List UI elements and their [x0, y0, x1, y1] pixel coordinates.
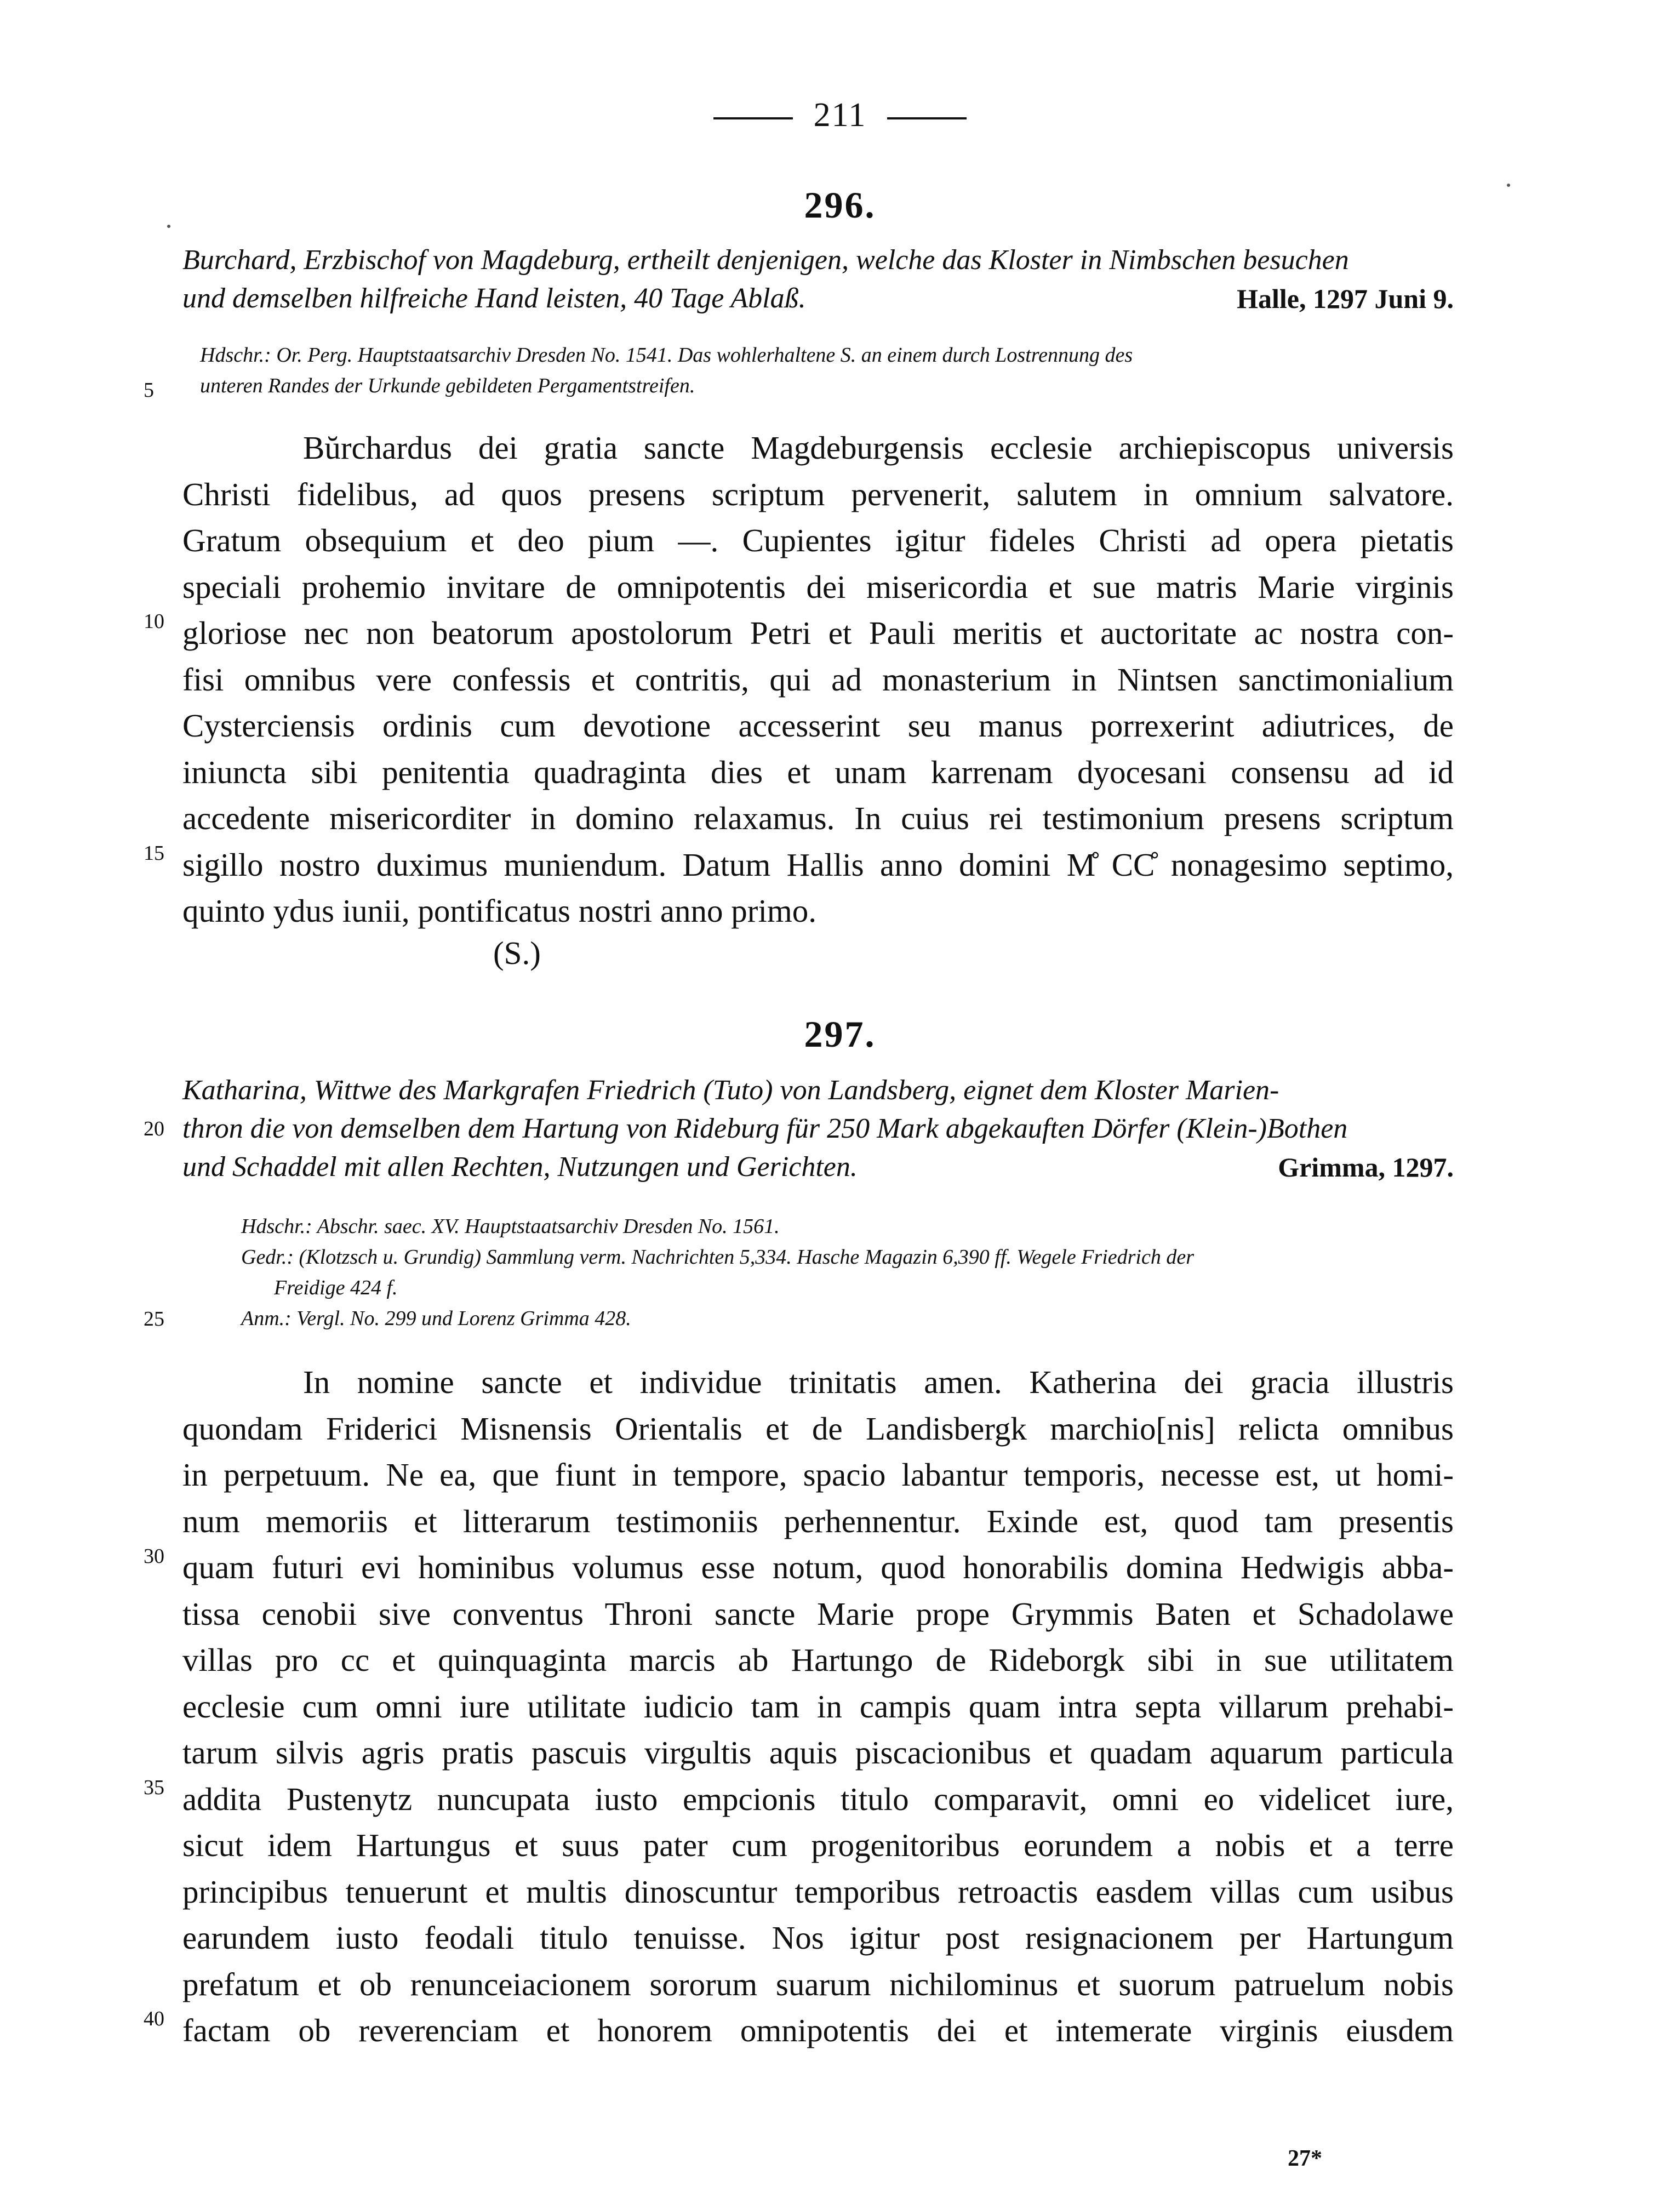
notes-297: [241, 1211, 1523, 1334]
note-line: Hdschr.: Or. Perg. Hauptstaatsarchiv Dresden No. 1541. Das wohlerhaltene S. an einem durch Lostrennung des: [200, 344, 1133, 367]
text-line: Bŭrchardus dei gratia sancte Magdeburgensis ecclesie archiepiscopus universis: [303, 430, 1454, 466]
text-line: sigillo nostro duximus muniendum. Datum Hallis anno domini M̊ CC̊ nonagesimo septimo,: [182, 846, 1454, 883]
regest-line: Burchard, Erzbischof von Magdeburg, ertheilt denjenigen, welche das Kloster in Nimbschen besuchen: [182, 244, 1349, 276]
text-line: prefatum et ob renunceiacionem sororum suarum nichilominus et suorum patruelum nobis: [182, 1966, 1454, 2002]
note-line: Freidige 424 f.: [274, 1276, 398, 1299]
margin-line-number: 30: [144, 1545, 164, 1568]
note-line: Gedr.: (Klotzsch u. Grundig) Sammlung verm. Nachrichten 5,334. Hasche Magazin 6,390 ff. Wegele Friedrich der: [241, 1246, 1194, 1269]
regest-line: Katharina, Wittwe des Markgrafen Friedrich (Tuto) von Landsberg, eignet dem Kloster Marien-: [182, 1075, 1279, 1106]
margin-line-number: 20: [144, 1117, 164, 1140]
text-line: factam ob reverenciam et honorem omnipotentis dei et intemerate virginis eiusdem: [182, 2012, 1454, 2048]
regest-line: und demselben hilfreiche Hand leisten, 40 Tage Ablaß.: [182, 283, 806, 314]
margin-line-number: 5: [144, 379, 154, 402]
text-line: sicut idem Hartungus et suus pater cum progenitoribus eorundem a nobis et a terre: [182, 1827, 1454, 1863]
header-rule-left: [713, 117, 793, 119]
text-line: Gratum obsequium et deo pium —. Cupientes igitur fideles Christi ad opera pietatis: [182, 522, 1454, 558]
note-line: Hdschr.: Abschr. saec. XV. Hauptstaatsarchiv Dresden No. 1561.: [241, 1215, 780, 1238]
margin-line-number: 40: [144, 2007, 164, 2030]
note-line: Anm.: Vergl. No. 299 und Lorenz Grimma 428.: [241, 1307, 631, 1330]
text-line: villas pro cc et quinquaginta marcis ab Hartungo de Rideborgk sibi in sue utilitatem: [182, 1642, 1454, 1678]
text-line: num memoriis et litterarum testimoniis perhennentur. Exinde est, quod tam presentis: [182, 1503, 1454, 1539]
regest-297: [182, 1071, 1454, 1186]
text-line: tarum silvis agris pratis pascuis virgultis aquis piscacionibus et quadam aquarum particula: [182, 1734, 1454, 1771]
text-line: gloriose nec non beatorum apostolorum Petri et Pauli meritis et auctoritate ac nostra con-: [182, 615, 1454, 651]
text-line: accedente misericorditer in domino relaxamus. In cuius rei testimonium presens scriptum: [182, 800, 1454, 836]
regest-line: und Schaddel mit allen Rechten, Nutzungen und Gerichten.: [182, 1151, 858, 1183]
signature-mark: 27*: [1288, 2146, 1322, 2171]
header-rule-right: [887, 117, 967, 119]
text-line: quam futuri evi hominibus volumus esse notum, quod honorabilis domina Hedwigis abba-: [182, 1549, 1454, 1585]
note-line: unteren Randes der Urkunde gebildeten Pergamentstreifen.: [200, 374, 695, 397]
document-number-296: 296.: [804, 184, 876, 226]
body-296: [182, 425, 1454, 934]
margin-line-number: 25: [144, 1308, 164, 1331]
text-line: principibus tenuerunt et multis dinoscuntur temporibus retroactis easdem villas cum usibus: [182, 1873, 1454, 1910]
text-line: tissa cenobii sive conventus Throni sancte Marie prope Grymmis Baten et Schadolawe: [182, 1595, 1454, 1632]
place-date: Halle, 1297 Juni 9.: [1237, 283, 1454, 314]
text-line: ecclesie cum omni iure utilitate iudicio tam in campis quam intra septa villarum prehabi-: [182, 1688, 1454, 1725]
text-line: earundem iusto feodali titulo tenuisse. Nos igitur post resignacionem per Hartungum: [182, 1920, 1454, 1956]
page-header: [0, 96, 1680, 135]
text-line: In nomine sancte et individue trinitatis amen. Katherina dei gracia illustris: [303, 1364, 1454, 1400]
text-line: fisi omnibus vere confessis et contritis, qui ad monasterium in Nintsen sanctimonialium: [182, 661, 1454, 698]
body-297: [182, 1359, 1454, 2054]
text-line: Cysterciensis ordinis cum devotione accesserint seu manus porrexerint adiutrices, de: [182, 707, 1454, 744]
margin-line-number: 15: [144, 842, 164, 865]
regest-line: thron die von demselben dem Hartung von Rideburg für 250 Mark abgekauften Dörfer (Klein-)Bothen: [182, 1113, 1348, 1144]
seal-mark: (S.): [493, 935, 541, 971]
text-line: quondam Friderici Misnensis Orientalis et de Landisbergk marchio[nis] relicta omnibus: [182, 1410, 1454, 1447]
text-line: quinto ydus iunii, pontificatus nostri anno primo.: [182, 893, 816, 929]
text-line: Christi fidelibus, ad quos presens scriptum pervenerit, salutem in omnium salvatore.: [182, 476, 1454, 512]
text-line: speciali prohemio invitare de omnipotentis dei misericordia et sue matris Marie virginis: [182, 568, 1454, 605]
margin-line-number: 35: [144, 1776, 164, 1799]
page-number: 211: [813, 96, 867, 134]
place-date: Grimma, 1297.: [1278, 1152, 1454, 1183]
text-line: addita Pustenytz nuncupata iusto empcionis titulo comparavit, omni eo videlicet iure,: [182, 1780, 1454, 1817]
document-number-297: 297.: [804, 1013, 876, 1055]
margin-line-number: 10: [144, 610, 164, 633]
regest-296: [182, 241, 1454, 318]
notes-296: [200, 340, 1482, 401]
text-line: iniuncta sibi penitentia quadraginta dies et unam karrenam dyocesani consensu ad id: [182, 753, 1454, 790]
text-line: in perpetuum. Ne ea, que fiunt in tempore, spacio labantur temporis, necesse est, ut homi-: [182, 1457, 1454, 1493]
